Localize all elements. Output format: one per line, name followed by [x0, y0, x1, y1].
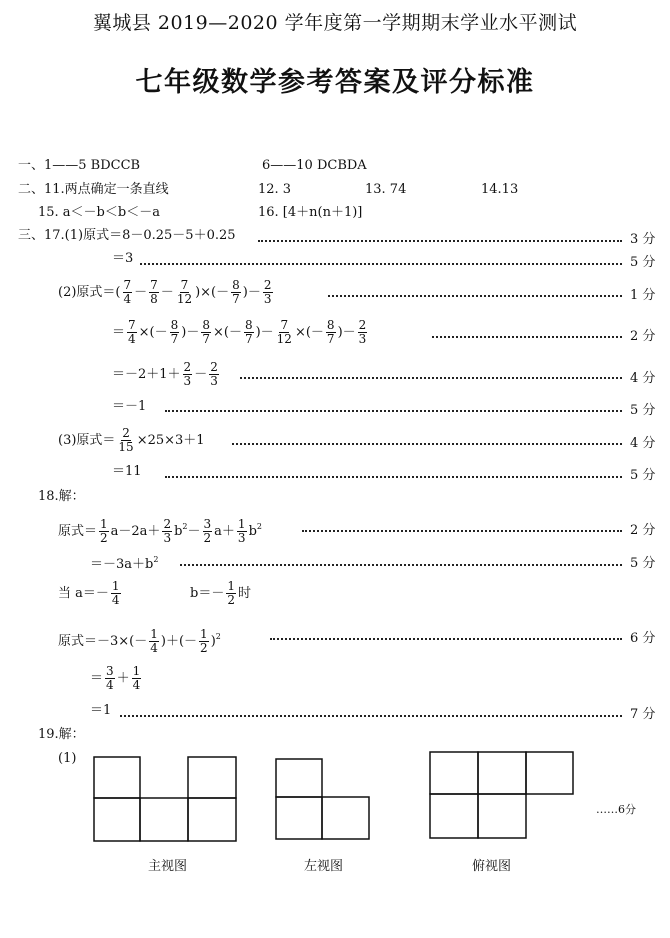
dot-leader	[140, 263, 622, 265]
q18-line1: 原式＝ $\frac{1}{2}$ a－2a＋ $\frac{2}{3}$ $b^2-$ $\frac{3}{2}$ a＋ $\frac{1}{3}$ $b^2$	[58, 517, 262, 545]
top-view-figure	[428, 750, 578, 842]
q18-when-a: 当 a＝－	[58, 586, 109, 601]
front-view-figure	[92, 755, 242, 845]
q17-2-line2: ＝ $\frac{7}{4}$ ×(－ $\frac{8}{7}$ )－ $\frac{8}{7}$ ×(－ $\frac{8}{7}$ )－ $\frac{7}{12}$ ×(－ $\frac{8}{7}$ )－ $\frac{2}{3}$	[112, 318, 367, 346]
dot-leader	[302, 530, 622, 532]
dot-leader	[180, 564, 622, 566]
dot-leader	[120, 715, 622, 717]
top-view-label: 俯视图	[472, 859, 512, 874]
score: 5 分	[630, 468, 656, 483]
q18-title: 18.解：	[38, 489, 85, 504]
q18-line5: ＝1	[90, 703, 112, 718]
score: 5 分	[630, 403, 656, 418]
q17-1-line2: ＝3	[112, 251, 134, 266]
score: 1 分	[630, 288, 656, 303]
dot-leader	[270, 638, 622, 640]
dot-leader	[432, 336, 622, 338]
answer-14: 14.13	[481, 182, 519, 197]
score: 4 分	[630, 436, 656, 451]
q17-2-prefix: (2)原式＝(	[58, 285, 121, 300]
score: 7 分	[630, 707, 656, 722]
q18-when-end: 时	[237, 586, 251, 601]
dot-leader	[165, 410, 622, 412]
front-view-label: 主视图	[148, 859, 188, 874]
dot-leader	[328, 295, 622, 297]
q18-line3-prefix: 原式＝－3×(－	[58, 634, 148, 649]
q17-2-line3: ＝－2＋1＋ $\frac{2}{3}$ － $\frac{2}{3}$	[112, 360, 218, 388]
q17-2-line4: ＝－1	[112, 399, 147, 414]
answer-key-title: 七年级数学参考答案及评分标准	[135, 67, 535, 98]
answer-12: 12. 3	[258, 182, 292, 197]
q18-when-b: b＝－	[190, 586, 225, 601]
q17-3-suffix: ×25×3＋1	[136, 433, 205, 448]
dot-leader	[258, 240, 622, 242]
q17-3-line2: ＝11	[112, 464, 142, 479]
left-view-label: 左视图	[304, 859, 344, 874]
exam-title: 翼城县 2019—2020 学年度第一学期期末学业水平测试	[92, 12, 578, 34]
q18-condition-a: 当 a＝－ $\frac{1}{4}$	[58, 579, 120, 607]
q17-3-line1: (3)原式＝ $\frac{2}{15}$ ×25×3＋1	[58, 426, 205, 454]
mc-answers-6-10: 6——10 DCBDA	[262, 158, 367, 173]
q18-line3-mid: )＋(－	[160, 634, 198, 649]
left-view-figure	[274, 757, 374, 843]
q19-score: ……6分	[596, 803, 636, 816]
score: 2 分	[630, 329, 656, 344]
answer-16: 16. [4＋n(n＋1)]	[258, 205, 363, 220]
q18-line3: 原式＝－3×(－ $\frac{1}{4}$ )＋(－ $\frac{1}{2}$ )$^2$	[58, 627, 221, 655]
q18-line2: $=-3a+b^2$	[90, 555, 159, 572]
q18-condition-b: b＝－ $\frac{1}{2}$ 时	[190, 579, 251, 607]
q18-line2-text: ＝－3a＋b	[90, 557, 154, 572]
answer-13: 13. 74	[365, 182, 407, 197]
answer-11: 二、11.两点确定一条直线	[18, 182, 169, 197]
q17-1-line1: 三、17.(1)原式＝8－0.25－5＋0.25	[18, 228, 236, 243]
q18-line4-eq: ＝	[90, 671, 104, 686]
score: 5 分	[630, 556, 656, 571]
score: 6 分	[630, 631, 656, 646]
dot-leader	[232, 443, 622, 445]
score: 3 分	[630, 232, 656, 247]
q18-line1-prefix: 原式＝	[58, 524, 98, 539]
q17-3-prefix: (3)原式＝	[58, 433, 116, 448]
q19-title: 19.解：	[38, 727, 85, 742]
q17-2-line1: (2)原式＝( $\frac{7}{4}$ － $\frac{7}{8}$ － $\frac{7}{12}$ )×(－ $\frac{8}{7}$ )－ $\frac{2}{3}$	[58, 278, 272, 306]
q17-2-line3-text: ＝－2＋1＋	[112, 367, 181, 382]
dot-leader	[165, 476, 622, 478]
answer-15: 15. a＜－b＜b＜－a	[38, 205, 160, 220]
mc-answers-1-5: 一、1——5 BDCCB	[18, 158, 141, 173]
score: 5 分	[630, 255, 656, 270]
dot-leader	[240, 377, 622, 379]
score: 4 分	[630, 371, 656, 386]
q19-part-1: (1)	[58, 751, 77, 766]
q18-line4: ＝ $\frac{3}{4}$ ＋ $\frac{1}{4}$	[90, 664, 141, 692]
score: 2 分	[630, 523, 656, 538]
